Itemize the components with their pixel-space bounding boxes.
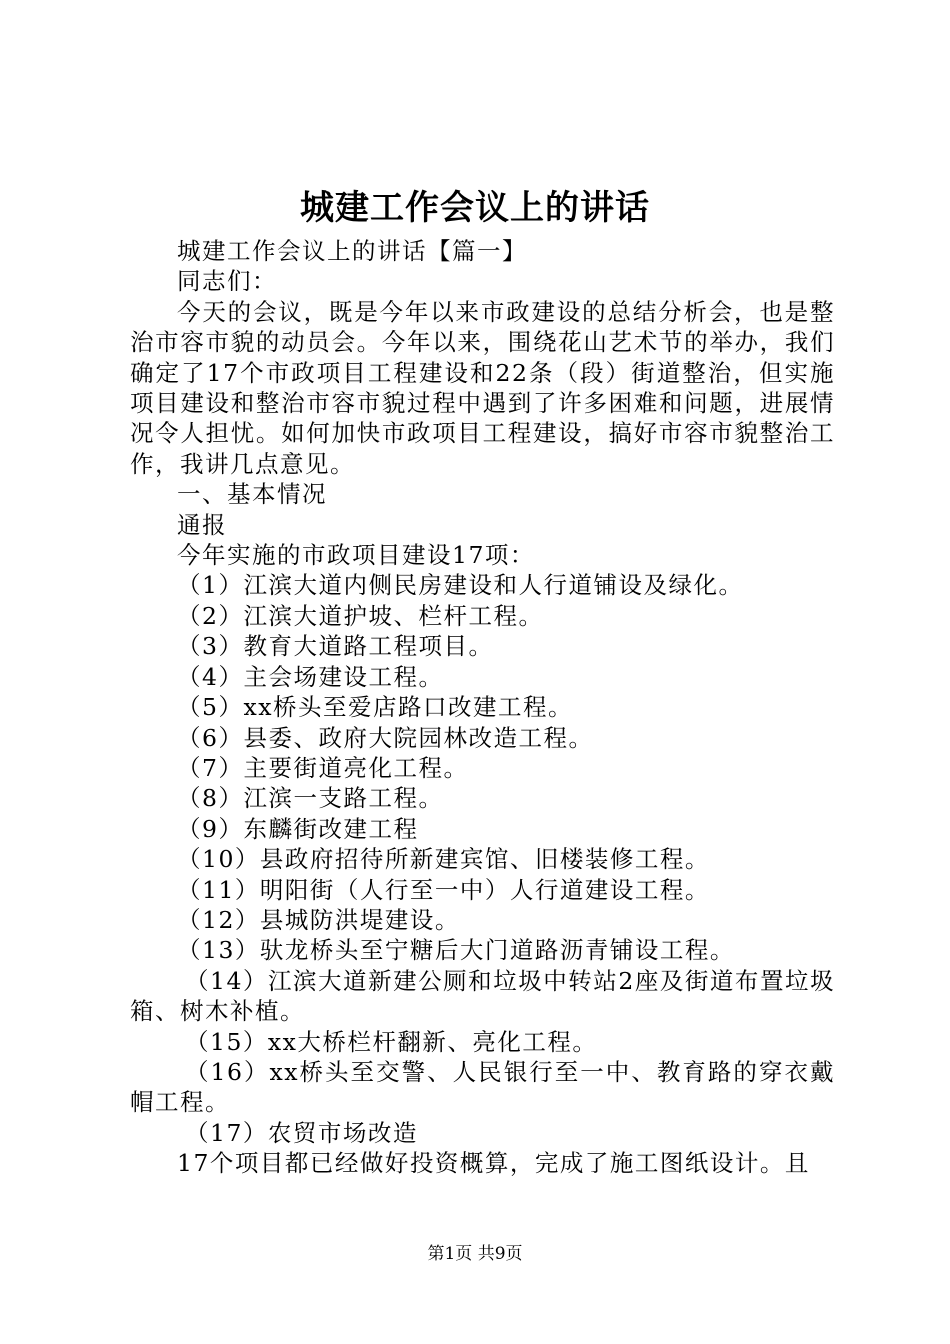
page-number: 第1页 共9页: [427, 1244, 523, 1264]
list-item: （8）江滨一支路工程。: [177, 784, 444, 813]
list-intro: 今年实施的市政项目建设17项：: [177, 541, 535, 570]
section-subheading: 通报: [177, 510, 227, 539]
intro-paragraph: 今天的会议，既是今年以来市政建设的总结分析会，也是整治市容市貌的动员会。今年以来，围绕花山艺术节的举办，我们确定了17个市政项目工程建设和22条（段）街道整治，但实施项目建设和整治市容市貌过程中遇到了许多困难和问题，进展情况令人担忧。如何加快市政项目工程建设，搞好市容市貌整治工作，我讲几点意见。: [130, 297, 835, 478]
document-body: [130, 236, 835, 1179]
list-item: （6）县委、政府大院园林改造工程。: [177, 723, 594, 752]
list-item: （13）驮龙桥头至宁糖后大门道路沥青铺设工程。: [177, 936, 735, 965]
list-item: （11）明阳街（人行至一中）人行道建设工程。: [177, 875, 710, 904]
list-item: （10）县政府招待所新建宾馆、旧楼装修工程。: [177, 845, 710, 874]
document-title: 城建工作会议上的讲话: [300, 188, 650, 228]
list-item: （7）主要街道亮化工程。: [177, 753, 469, 782]
list-item: （9）东麟街改建工程: [177, 814, 419, 843]
list-item: （3）教育大道路工程项目。: [177, 632, 494, 661]
list-item: （15）xx大桥栏杆翻新、亮化工程。: [185, 1027, 598, 1056]
subtitle: 城建工作会议上的讲话【篇一】: [177, 237, 527, 265]
list-item: （2）江滨大道护坡、栏杆工程。: [177, 601, 544, 630]
list-item: （16）xx桥头至交警、人民银行至一中、教育路的穿衣戴帽工程。: [130, 1057, 835, 1117]
closing-paragraph: 17个项目都已经做好投资概算，完成了施工图纸设计。且: [177, 1149, 810, 1178]
list-item: （5）xx桥头至爱店路口改建工程。: [177, 693, 573, 722]
list-item: （17）农贸市场改造: [185, 1118, 418, 1147]
list-item: （12）县城防洪堤建设。: [177, 905, 460, 934]
greeting: 同志们：: [177, 267, 277, 296]
list-item: （1）江滨大道内侧民房建设和人行道铺设及绿化。: [177, 571, 744, 600]
list-item: （14）江滨大道新建公厕和垃圾中转站2座及街道布置垃圾箱、树木补植。: [130, 966, 835, 1026]
section-heading: 一、基本情况: [177, 480, 327, 509]
list-item: （4）主会场建设工程。: [177, 662, 444, 691]
